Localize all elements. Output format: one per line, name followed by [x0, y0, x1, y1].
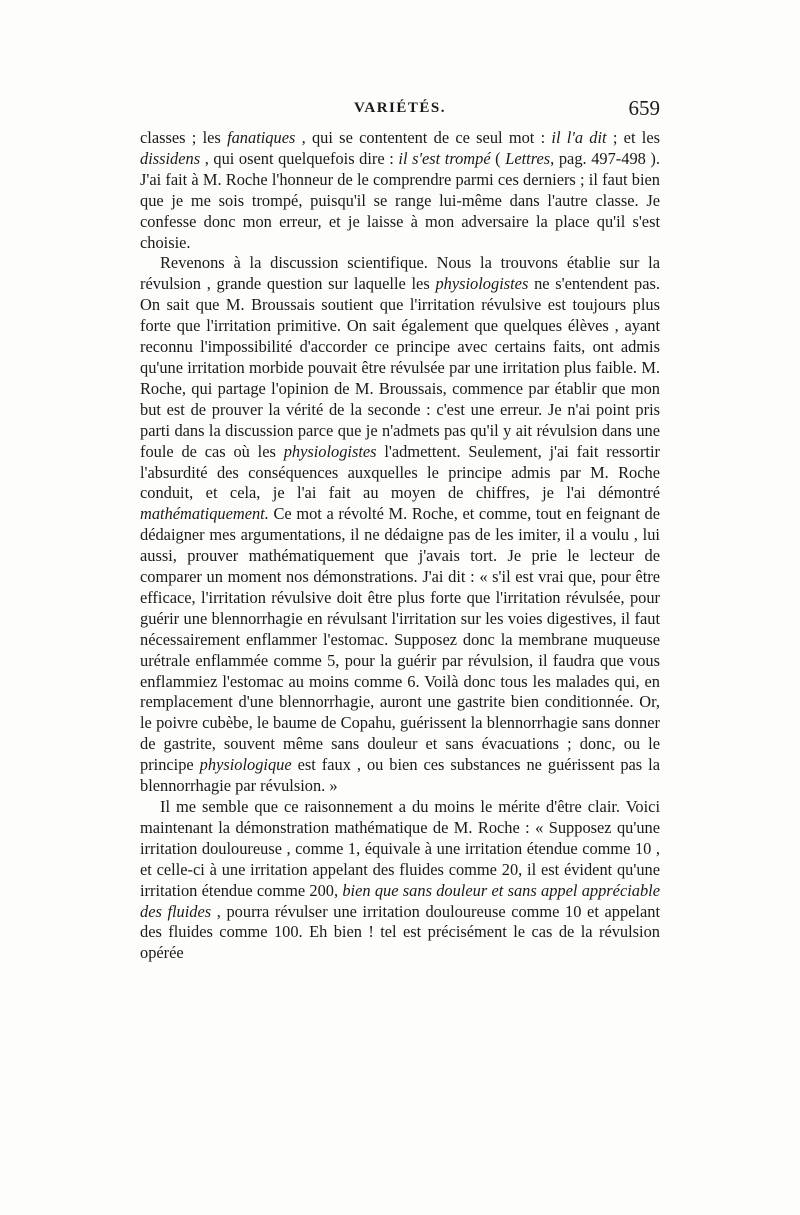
text-run: ; et les	[606, 128, 660, 147]
paragraph-1	[140, 128, 660, 253]
text-run: pag. 497-498 ). J'ai fait à M. Roche l'honneur de le comprendre parmi ces derniers ; il faut bien que je me sois trompé, puisqu'il se range lui-même dans l'autre classe. Je confesse donc mon erreur, et je laisse à mon adversaire la place qu'il s'est choisie.	[140, 148, 660, 252]
paragraph-2	[140, 253, 660, 797]
paragraph-3	[140, 797, 660, 964]
text-run: , pourra révulser une irritation douloureuse comme 10 et appelant des fluides comme 100. Eh bien ! tel est précisément le cas de la révulsion opérée	[140, 901, 660, 963]
text-run: classes ; les	[140, 128, 228, 147]
text-run: Revenons à la discussion scientifique. Nous la trouvons établie sur la révulsion , grande question sur laquelle les	[140, 253, 660, 294]
text-run: l'admettent. Seulement, j'ai fait ressortir l'absurdité des conséquences auxquelles le principe admis par M. Roche conduit, et cela, je l'ai fait au moyen de chiffres, je l'ai démontré	[140, 441, 660, 503]
italic-text: dissidens	[140, 148, 201, 168]
text-run: est faux , ou bien ces substances ne guérissent pas la blennorrhagie par révulsion. »	[140, 755, 660, 796]
italic-text: physiologistes	[283, 441, 377, 461]
page-number: 659	[628, 96, 660, 120]
running-title: VARIÉTÉS.	[353, 100, 446, 116]
italic-text: mathématiquement.	[140, 504, 269, 524]
text-run: Il me semble que ce raisonnement a du moins le mérite d'être clair. Voici maintenant la démonstration mathématique de M. Roche : « Supposez qu'une irritation douloureuse , comme 1, équivale à une irritation étendue comme 10 , et celle-ci à une irritation appelant des fluides comme 20, il est évident qu'une irritation étendue comme 200,	[140, 797, 660, 900]
italic-text: physiologistes	[435, 274, 529, 294]
text-run: (	[490, 148, 506, 168]
text-run: , qui se contentent de ce seul mot :	[295, 128, 552, 147]
text-run: , qui osent quelquefois dire :	[200, 148, 399, 168]
italic-text: Lettres,	[505, 148, 555, 168]
italic-text: physiologique	[199, 755, 292, 775]
italic-text: bien que sans douleur et sans appel appréciable des fluides	[140, 880, 660, 921]
text-run: Ce mot a révolté M. Roche, et comme, tout en feignant de dédaigner mes argumentations, il ne dédaigne pas de les imiter, il a voulu , lui aussi, prouver mathématiquement que j'avais tort. Je prie le lecteur de comparer un moment nos démonstrations. J'ai dit : « s'il est vrai que, pour être efficace, l'irritation révulsive doit être plus forte que l'irritation révulsée, pour guérir une blennorrhagie en révulsant l'irritation sur les voies digestives, il faut nécessairement enflammer l'estomac. Supposez donc la membrane muqueuse urétrale enflammée comme 5, pour la guérir par révulsion, il faudra que vous enflammiez l'estomac au moins comme 6. Voilà donc tous les malades qui, en remplacement d'une blennorrhagie, auront une gastrite bien conditionnée. Or, le poivre cubèbe, le baume de Copahu, guérissent la blennorrhagie sans donner de gastrite, souvent même sans douleur et sans évacuations ; donc, ou le principe	[140, 504, 660, 775]
italic-text: fanatiques	[227, 128, 296, 147]
running-head	[140, 96, 660, 126]
italic-text: il l'a dit	[551, 128, 607, 147]
italic-text: il s'est trompé	[398, 148, 491, 168]
text-run: ne s'entendent pas. On sait que M. Broussais soutient que l'irritation révulsive est toujours plus forte que l'irritation primitive. On sait également que quelques élèves , ayant reconnu l'impossibilité d'accorder ce principe avec certains faits, ont admis qu'une irritation morbide pouvait être révulsée par une irritation plus faible. M. Roche, qui partage l'opinion de M. Broussais, commence par établir que mon but est de prouver la vérité de la seconde : c'est une erreur. Je n'ai point pris parti dans la discussion parce que je n'admets pas qu'il y ait révulsion dans une foule de cas où les	[140, 274, 660, 461]
body-text	[140, 128, 660, 964]
